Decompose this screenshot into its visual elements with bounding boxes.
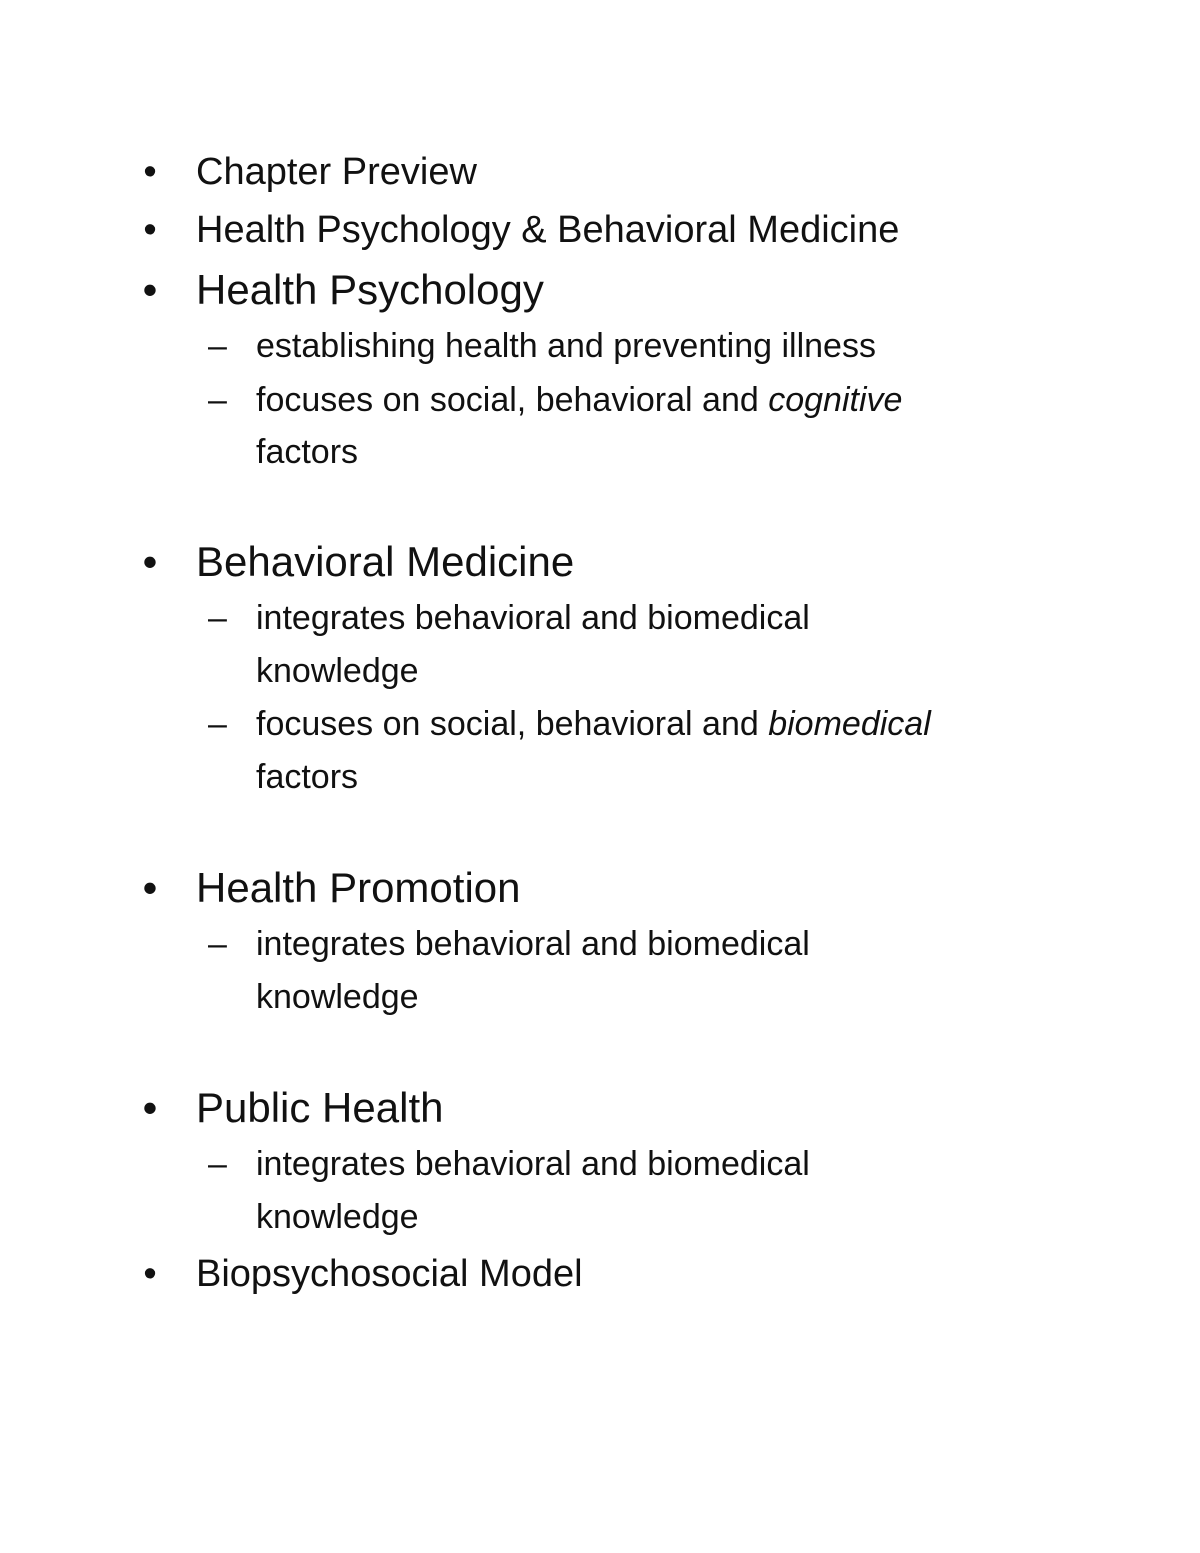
bullet-icon: • [143, 1253, 157, 1295]
bullet-icon: • [142, 538, 158, 585]
sub-item-text: integrates behavioral and biomedical [256, 599, 810, 637]
item-heading: Behavioral Medicine [196, 538, 575, 585]
dash-icon: – [208, 327, 227, 365]
dash-icon: – [208, 1145, 227, 1183]
continuation-text: knowledge [256, 978, 419, 1016]
continuation-text: factors [256, 433, 359, 471]
sub-item-text-before: focuses on social, behavioral and [256, 381, 769, 419]
item-heading: Public Health [196, 1084, 444, 1131]
continuation-text: knowledge [256, 652, 419, 690]
dash-icon: – [208, 705, 227, 743]
bullet-icon: • [142, 1084, 158, 1131]
bullet-icon: • [143, 209, 157, 251]
bullet-icon: • [142, 864, 158, 911]
bullet-icon: • [142, 266, 158, 313]
item-heading: Health Promotion [196, 864, 521, 911]
dash-icon: – [208, 925, 227, 963]
continuation-text: factors [256, 758, 359, 796]
sub-item-text [256, 380, 902, 420]
bullet-icon: • [143, 151, 157, 193]
sub-item-emphasis: cognitive [768, 381, 903, 419]
sub-item-text: integrates behavioral and biomedical [256, 1145, 810, 1183]
item-heading: Health Psychology [196, 266, 544, 313]
sub-item-text: integrates behavioral and biomedical [256, 925, 810, 963]
sub-item-text-before: focuses on social, behavioral and [256, 705, 769, 743]
item-text: Health Psychology & Behavioral Medicine [196, 209, 900, 251]
dash-icon: – [208, 599, 227, 637]
dash-icon: – [208, 381, 227, 419]
sub-item-text [256, 704, 931, 744]
sub-item-emphasis: biomedical [768, 705, 931, 743]
item-text: Biopsychosocial Model [196, 1253, 583, 1295]
sub-item-text: establishing health and preventing illness [256, 327, 876, 365]
continuation-text: knowledge [256, 1198, 419, 1236]
item-text: Chapter Preview [196, 151, 477, 193]
